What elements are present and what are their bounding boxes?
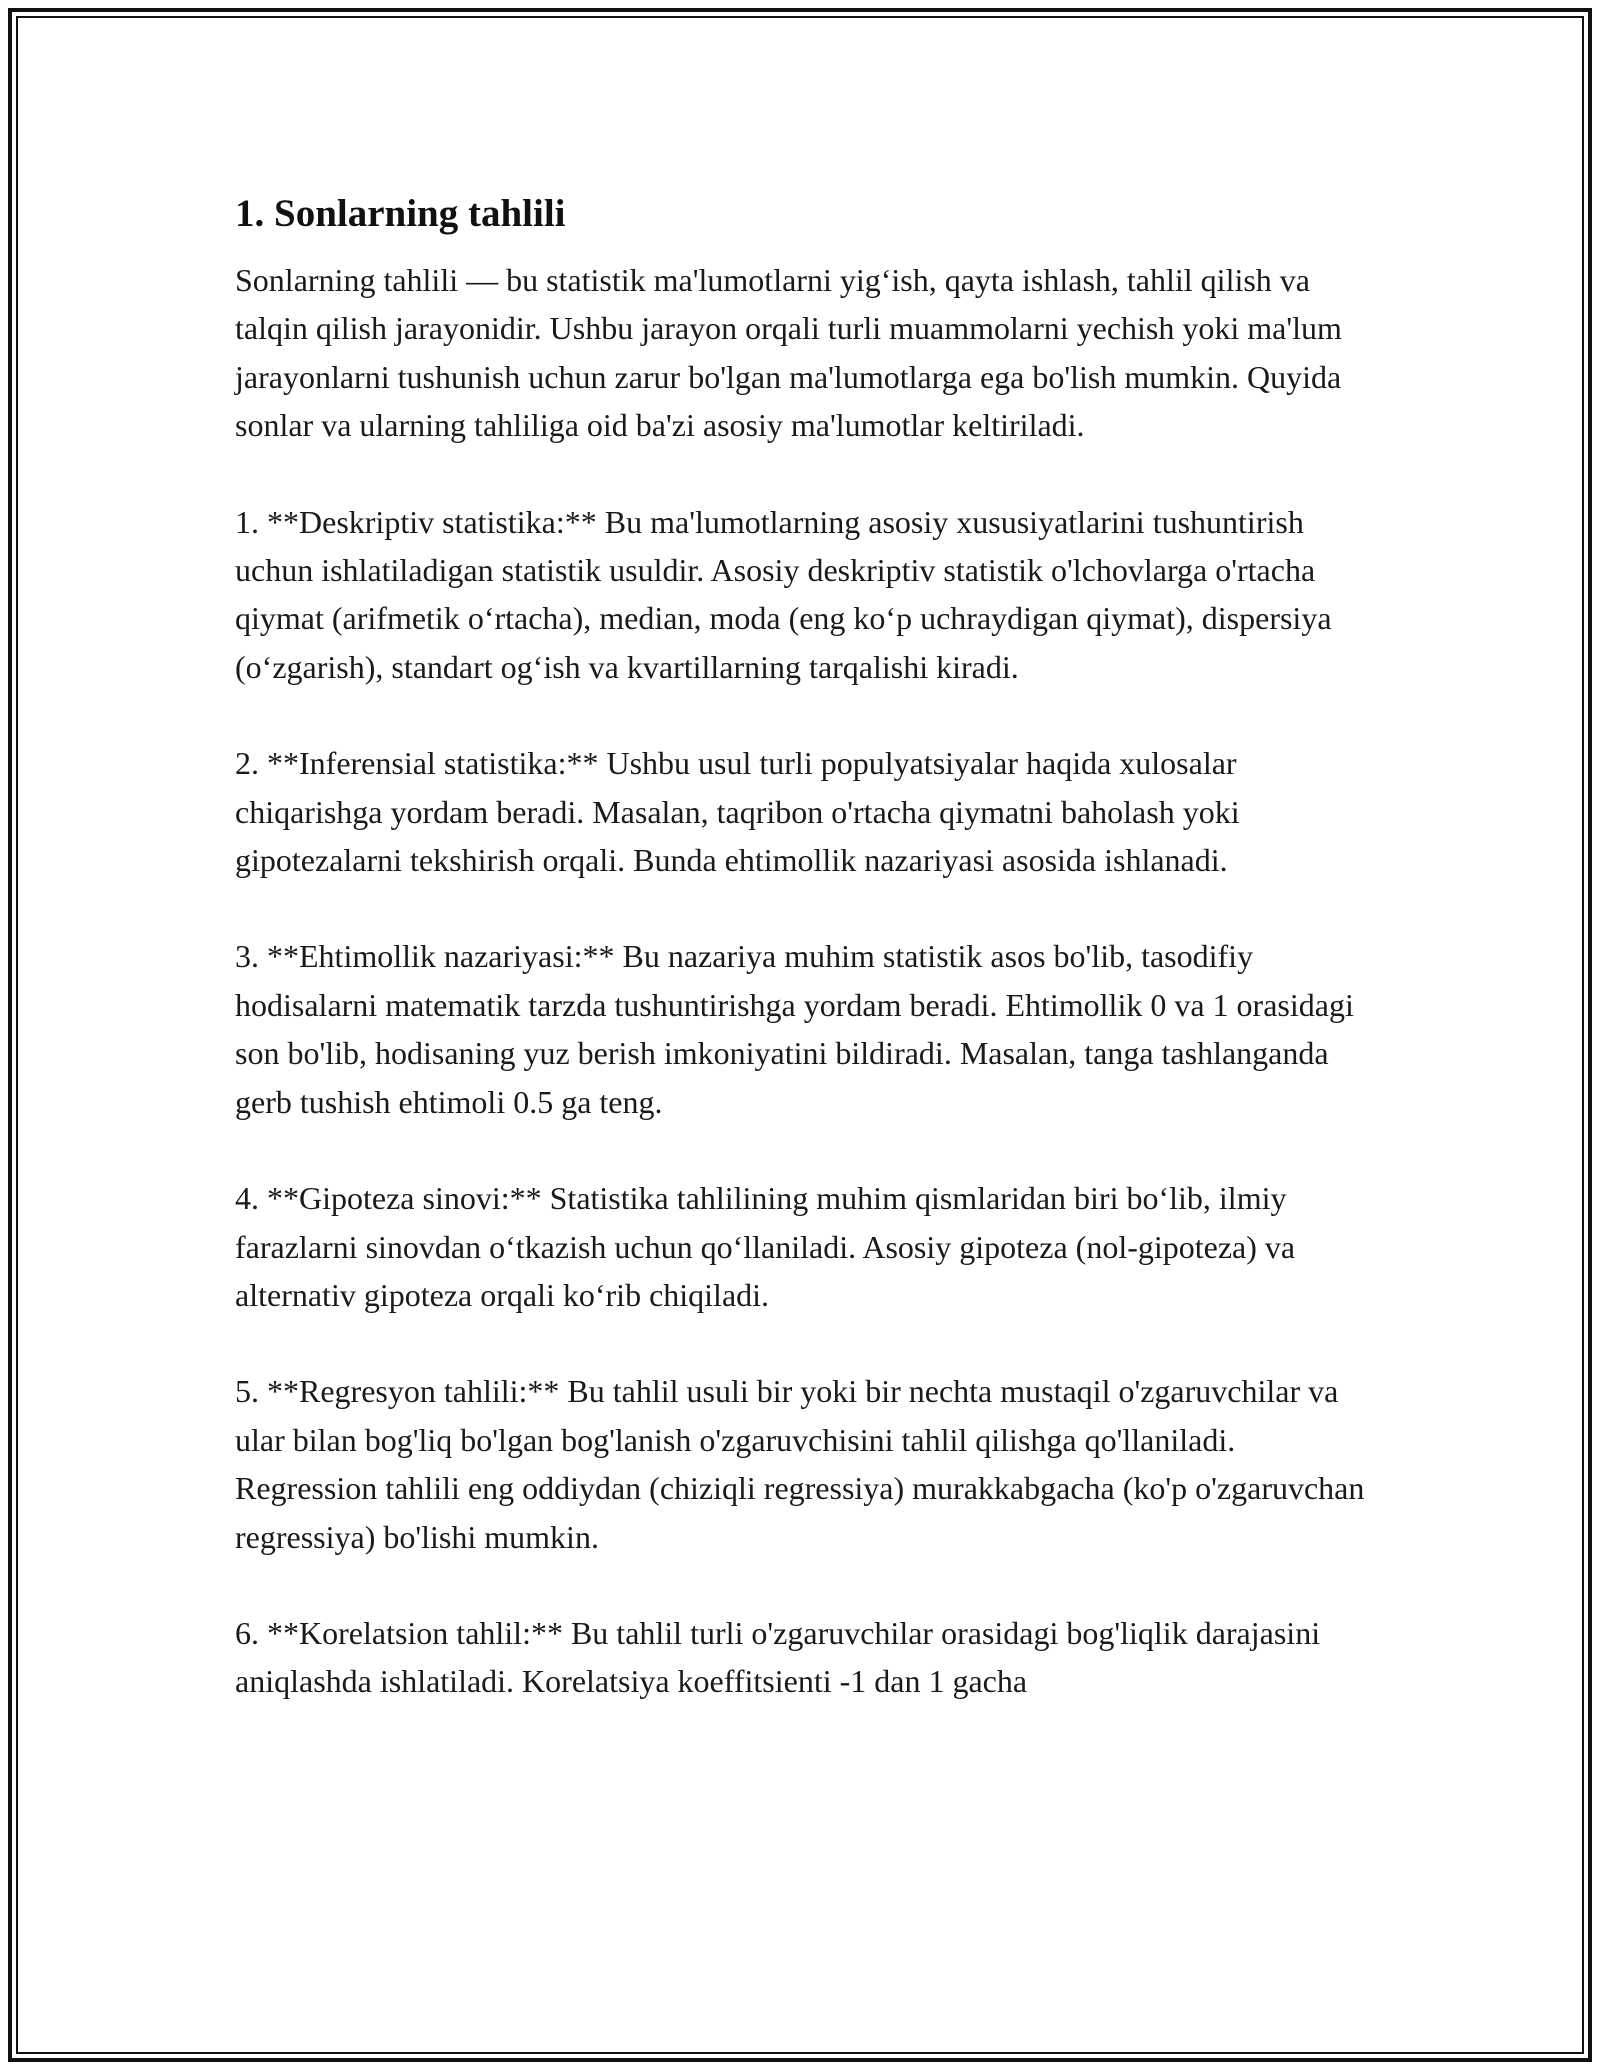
item-correlation-analysis: 6. **Korelatsion tahlil:** Bu tahlil turli o'zgaruvchilar orasidagi bog'liqlik darajasini aniqlashda ishlatiladi. Korelatsiya koeffitsienti -1 dan 1 gacha xyxy=(235,1614,1321,1700)
document-body xyxy=(235,186,1375,1706)
section-heading: 1. Sonlarning tahlili xyxy=(235,192,566,235)
item-regression-analysis: 5. **Regresyon tahlili:** Bu tahlil usuli bir yoki bir nechta mustaqil o'zgaruvchilar va ular bilan bog'liq bo'lgan bog'lanish o'zgaruvchisini tahlil qilishga qo'llaniladi. Regression tahlili eng oddiydan (chiziqli regressiya) murakkabgacha (ko'p o'zgaruvchan regressiya) bo'lishi mumkin. xyxy=(235,1373,1365,1555)
item-probability-theory: 3. **Ehtimollik nazariyasi:** Bu nazariya muhim statistik asos bo'lib, tasodifiy hodisalarni matematik tarzda tushuntirishga yordam beradi. Ehtimollik 0 va 1 orasidagi son bo'lib, hodisaning yuz berish imkoniyatini bildiradi. Masalan, tanga tashlanganda gerb tushish ehtimoli 0.5 ga teng. xyxy=(235,938,1354,1120)
intro-paragraph: Sonlarning tahlili — bu statistik ma'lumotlarni yig‘ish, qayta ishlash, tahlil qilish va talqin qilish jarayonidir. Ushbu jarayon orqali turli muammolarni yechish yoki ma'lum jarayonlarni tushunish uchun zarur bo'lgan ma'lumotlarga ega bo'lish mumkin. Quyida sonlar va ularning tahliliga oid ba'zi asosiy ma'lumotlar keltiriladi. xyxy=(235,262,1342,444)
item-descriptive-statistics: 1. **Deskriptiv statistika:** Bu ma'lumotlarning asosiy xususiyatlarini tushuntirish uchun ishlatiladigan statistik usuldir. Asosiy deskriptiv statistik o'lchovlarga o'rtacha qiymat (arifmetik o‘rtacha), median, moda (eng ko‘p uchraydigan qiymat), dispersiya (o‘zgarish), standart og‘ish va kvartillarning tarqalishi kiradi. xyxy=(235,503,1332,685)
item-inferential-statistics: 2. **Inferensial statistika:** Ushbu usul turli populyatsiyalar haqida xulosalar chiqarishga yordam beradi. Masalan, taqribon o'rtacha qiymatni baholash yoki gipotezalarni tekshirish orqali. Bunda ehtimollik nazariyasi asosida ishlanadi. xyxy=(235,745,1240,879)
item-hypothesis-testing: 4. **Gipoteza sinovi:** Statistika tahlilining muhim qismlaridan biri bo‘lib, ilmiy farazlarni sinovdan o‘tkazish uchun qo‘llaniladi. Asosiy gipoteza (nol-gipoteza) va alternativ gipoteza orqali ko‘rib chiqiladi. xyxy=(235,1180,1296,1313)
